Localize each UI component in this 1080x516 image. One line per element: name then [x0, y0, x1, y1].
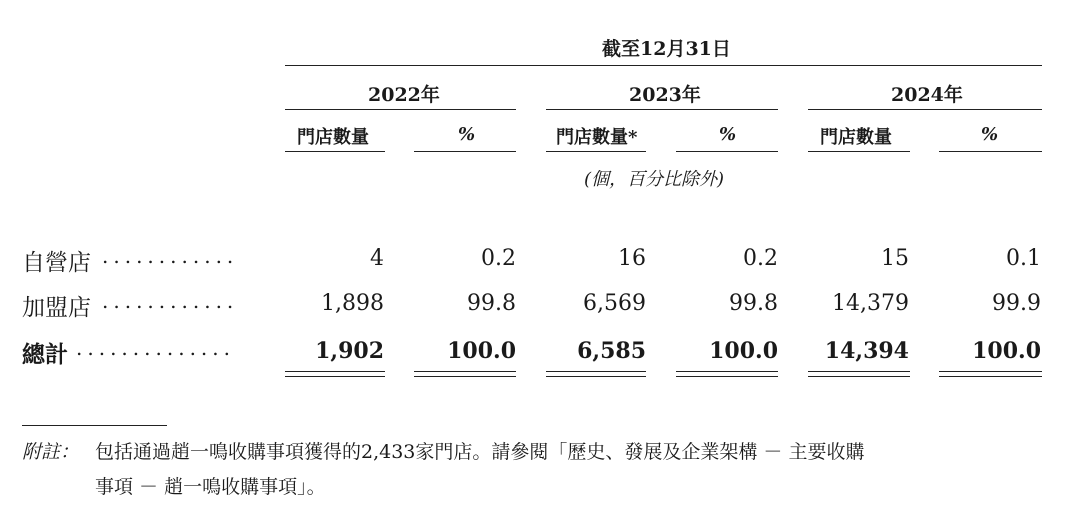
row-leader-self-operated: ............: [102, 244, 239, 268]
total-double-line-store-2023-bottom: [546, 376, 646, 377]
cell-fran-store-2022: 1,898: [321, 291, 384, 316]
year-2022-header: 2022年: [368, 84, 440, 106]
col-underline-store-2024: [808, 151, 910, 152]
cell-self-pct-2023: 0.2: [743, 246, 778, 271]
cell-self-store-2023: 16: [618, 246, 646, 271]
cell-fran-store-2023: 6,569: [583, 291, 646, 316]
year-2023-underline: [546, 109, 778, 110]
cell-self-store-2024: 15: [881, 246, 909, 271]
col-pct-2023: %: [719, 124, 737, 145]
total-double-line-pct-2022-bottom: [414, 376, 516, 377]
col-pct-2024: %: [981, 124, 999, 145]
total-double-line-store-2022-bottom: [285, 376, 385, 377]
col-store-2024: 門店數量: [820, 127, 892, 148]
total-double-line-store-2024-top: [808, 371, 910, 372]
cell-total-pct-2024: 100.0: [972, 338, 1041, 364]
cell-self-pct-2024: 0.1: [1006, 246, 1041, 271]
cell-fran-store-2024: 14,379: [832, 291, 909, 316]
period-header: 截至12月31日: [602, 38, 731, 60]
total-double-line-pct-2023-bottom: [676, 376, 778, 377]
year-2024-underline: [808, 109, 1042, 110]
row-label-self-operated: 自營店: [22, 250, 91, 276]
year-2024-header: 2024年: [891, 84, 963, 106]
cell-fran-pct-2024: 99.9: [992, 291, 1041, 316]
col-underline-pct-2024: [939, 151, 1042, 152]
row-leader-total: ..............: [76, 336, 236, 360]
cell-total-store-2024: 14,394: [824, 338, 909, 364]
cell-fran-pct-2022: 99.8: [467, 291, 516, 316]
col-underline-pct-2022: [414, 151, 516, 152]
cell-total-store-2023: 6,585: [577, 338, 646, 364]
period-underline: [285, 65, 1042, 66]
total-double-line-pct-2024-top: [939, 371, 1042, 372]
total-double-line-pct-2022-top: [414, 371, 516, 372]
year-2023-header: 2023年: [629, 84, 701, 106]
cell-self-pct-2022: 0.2: [481, 246, 516, 271]
cell-total-store-2022: 1,902: [315, 338, 384, 364]
cell-self-store-2022: 4: [370, 246, 384, 271]
total-double-line-pct-2024-bottom: [939, 376, 1042, 377]
col-pct-2022: %: [458, 124, 476, 145]
footnote-separator: [22, 425, 167, 426]
total-double-line-store-2022-top: [285, 371, 385, 372]
cell-total-pct-2022: 100.0: [447, 338, 516, 364]
total-double-line-pct-2023-top: [676, 371, 778, 372]
row-label-franchised: 加盟店: [22, 295, 91, 321]
year-2022-underline: [285, 109, 516, 110]
total-double-line-store-2023-top: [546, 371, 646, 372]
col-underline-pct-2023: [676, 151, 778, 152]
cell-fran-pct-2023: 99.8: [729, 291, 778, 316]
cell-total-pct-2023: 100.0: [709, 338, 778, 364]
col-store-2023: 門店數量*: [556, 127, 638, 148]
footnote-line-2: 事項 － 趙一鳴收購事項」。: [95, 476, 326, 498]
col-underline-store-2022: [285, 151, 385, 152]
row-leader-franchised: ............: [102, 289, 239, 313]
row-label-total: 總計: [22, 341, 68, 368]
footnote-line-1: 包括通過趙一鳴收購事項獲得的2,433家門店。請參閱「歷史、發展及企業架構 － 主要收購: [95, 441, 865, 463]
unit-note: (個，百分比除外): [584, 169, 725, 190]
total-double-line-store-2024-bottom: [808, 376, 910, 377]
col-store-2022: 門店數量: [297, 127, 369, 148]
col-underline-store-2023: [546, 151, 646, 152]
footnote-label: 附註：: [22, 441, 80, 463]
